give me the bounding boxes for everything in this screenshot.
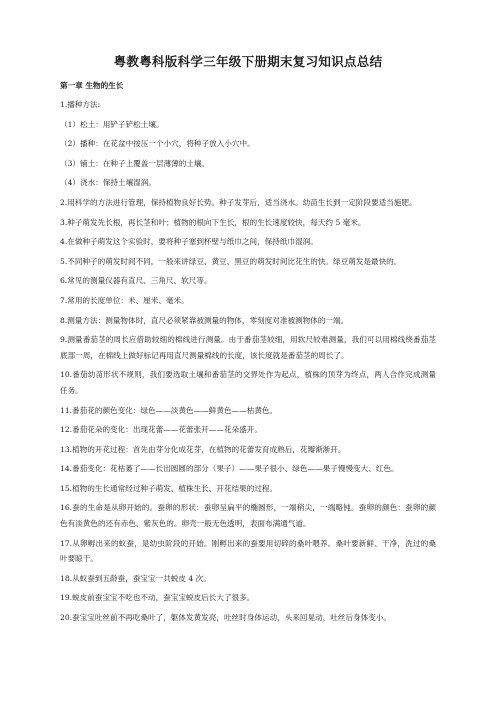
item-text: 番茄花朵的变化：出现花蕾——花蕾张开——花朵盛开。 xyxy=(72,425,262,435)
item-text: 松土：用铲子铲松土壤。 xyxy=(80,119,164,129)
chapter-heading: 第一章 生物的生长 xyxy=(60,81,124,90)
item-number: （4） xyxy=(60,178,81,188)
item-text: 铺土：在种子上覆盖一层薄薄的土壤。 xyxy=(80,158,210,168)
item-text: 蚕宝宝吐丝前不再吃桑叶了，躯体发黄发亮，吐丝时身体运动，头来回晃动，吐丝后身体变小。 xyxy=(72,613,392,623)
sub-step xyxy=(60,156,436,172)
item-text: 番茄幼苗形状不规则，我们要选取土壤和番茄茎的交界处作为起点，植株的顶芽为终点，两人合作完成测量任务。 xyxy=(60,370,436,395)
knowledge-point xyxy=(60,332,436,363)
knowledge-point xyxy=(60,367,436,398)
knowledge-point xyxy=(60,215,436,231)
item-text: 植物的生长通常经过种子萌发、植株生长、开花结果的过程。 xyxy=(72,483,278,493)
item-text: 蚕的生命是从卵开始的。蚕卵的形状：蚕卵呈扁平的椭圆形，一端稍尖，一端略钝。蚕卵的颜色：蚕卵的颜色有淡黄色的还有赤色、紫灰色的。卵壳一般无色透明，表面布满通气道。 xyxy=(60,503,436,529)
item-text: 种子萌发先长根，再长茎和叶；植物的根向下生长，根的生长速度较快，每天约 5 毫米。 xyxy=(67,217,366,227)
knowledge-point xyxy=(60,195,436,211)
item-text: 播种方法: xyxy=(67,100,101,109)
item-text: 测量番茄茎的周长应借助较细的棉线进行测量。由于番茄茎较细，用软尺较难测量，我们可以用棉线绕番茄茎底部一周，在棉线上做好标记再用直尺测量棉线的长度，该长度就是番茄茎的周长了。 xyxy=(60,335,436,360)
item-number: 4. xyxy=(60,237,68,247)
knowledge-point xyxy=(60,422,436,438)
item-number: 8. xyxy=(60,315,68,325)
knowledge-list xyxy=(60,97,436,626)
knowledge-point xyxy=(60,500,436,531)
item-text: 常用的长度单位：米、厘米、毫米。 xyxy=(67,295,189,305)
knowledge-point xyxy=(60,313,436,329)
knowledge-point xyxy=(60,97,436,113)
sub-step xyxy=(60,117,436,133)
item-text: 从蚁蚕到五龄蚕，蚕宝宝一共蜕皮 4 次。 xyxy=(72,573,211,583)
item-number: 16. xyxy=(60,503,73,513)
item-number: 3. xyxy=(60,217,68,227)
item-text: 浇水：保持土壤湿润。 xyxy=(80,178,156,188)
knowledge-point xyxy=(60,481,436,497)
item-number: 7. xyxy=(60,295,68,305)
item-number: 1. xyxy=(60,100,68,109)
knowledge-point xyxy=(60,273,436,289)
item-text: 蜕皮前蚕宝宝不吃也不动，蚕宝宝蜕皮后长大了很多。 xyxy=(72,593,255,603)
item-number: 17. xyxy=(60,538,73,548)
item-number: 10. xyxy=(60,370,73,380)
item-number: 14. xyxy=(60,464,73,474)
knowledge-point xyxy=(60,254,436,270)
item-number: （2） xyxy=(60,139,81,149)
knowledge-point xyxy=(60,234,436,250)
knowledge-point xyxy=(60,293,436,309)
item-number: （3） xyxy=(60,158,81,168)
item-number: 18. xyxy=(60,573,73,583)
item-text: 不同种子的萌发时间不同。一般来讲绿豆、黄豆、黑豆的萌发时间比花生的快。绿豆萌发是最快的。 xyxy=(67,256,402,266)
item-text: 植物的开花过程：首先由芽分化成花芽，在植物的花蕾发育成熟后，花瓣渐渐开。 xyxy=(72,444,346,454)
item-text: 从卵孵出来的蚁蚕，是幼虫阶段的开始。刚孵出来的蚕要用切碎的桑叶喂养。桑叶要新鲜、干净，洗过的桑叶要晾干。 xyxy=(60,538,436,564)
item-text: 用科学的方法进行管理，保持植物良好长势。种子发芽后，适当浇水。幼苗生长到一定阶段要适当施肥。 xyxy=(67,197,417,207)
knowledge-point xyxy=(60,536,436,567)
item-text: 常见的测量仪器有直尺、三角尺、软尺等。 xyxy=(67,276,212,286)
item-number: 15. xyxy=(60,483,73,493)
document-title: 粤教粤科版科学三年级下册期末复习知识点总结 xyxy=(113,54,383,69)
item-text: 番茄变化：花枯萎了——长出圆圆的部分（果子）——果子很小、绿色——果子慢慢变大、红色。 xyxy=(72,464,399,474)
item-number: 13. xyxy=(60,444,73,454)
item-text: 番茄花的颜色变化：绿色——淡黄色——鲜黄色——枯黄色。 xyxy=(72,405,278,415)
item-number: 9. xyxy=(60,335,68,345)
item-text: 播种：在花盆中按压一个小穴，将种子放入小穴中。 xyxy=(80,139,255,149)
knowledge-point xyxy=(60,610,436,626)
sub-step xyxy=(60,136,436,152)
item-number: 12. xyxy=(60,425,73,435)
item-text: 在做种子萌发这个实验时，要将种子塞到杯壁与纸巾之间，保持纸巾湿润。 xyxy=(67,237,318,247)
item-number: 11. xyxy=(60,405,73,415)
item-number: 19. xyxy=(60,593,73,603)
knowledge-point xyxy=(60,571,436,587)
item-number: 5. xyxy=(60,256,68,266)
item-number: 20. xyxy=(60,613,73,623)
knowledge-point xyxy=(60,590,436,606)
item-number: （1） xyxy=(60,119,81,129)
item-text: 测量方法：测量物体时，直尺必须紧靠被测量的物体，零刻度对准被测物体的一端。 xyxy=(67,315,349,325)
knowledge-point xyxy=(60,442,436,458)
item-number: 2. xyxy=(60,197,68,207)
knowledge-point xyxy=(60,403,436,419)
knowledge-point xyxy=(60,461,436,477)
item-number: 6. xyxy=(60,276,68,286)
sub-step xyxy=(60,175,436,191)
